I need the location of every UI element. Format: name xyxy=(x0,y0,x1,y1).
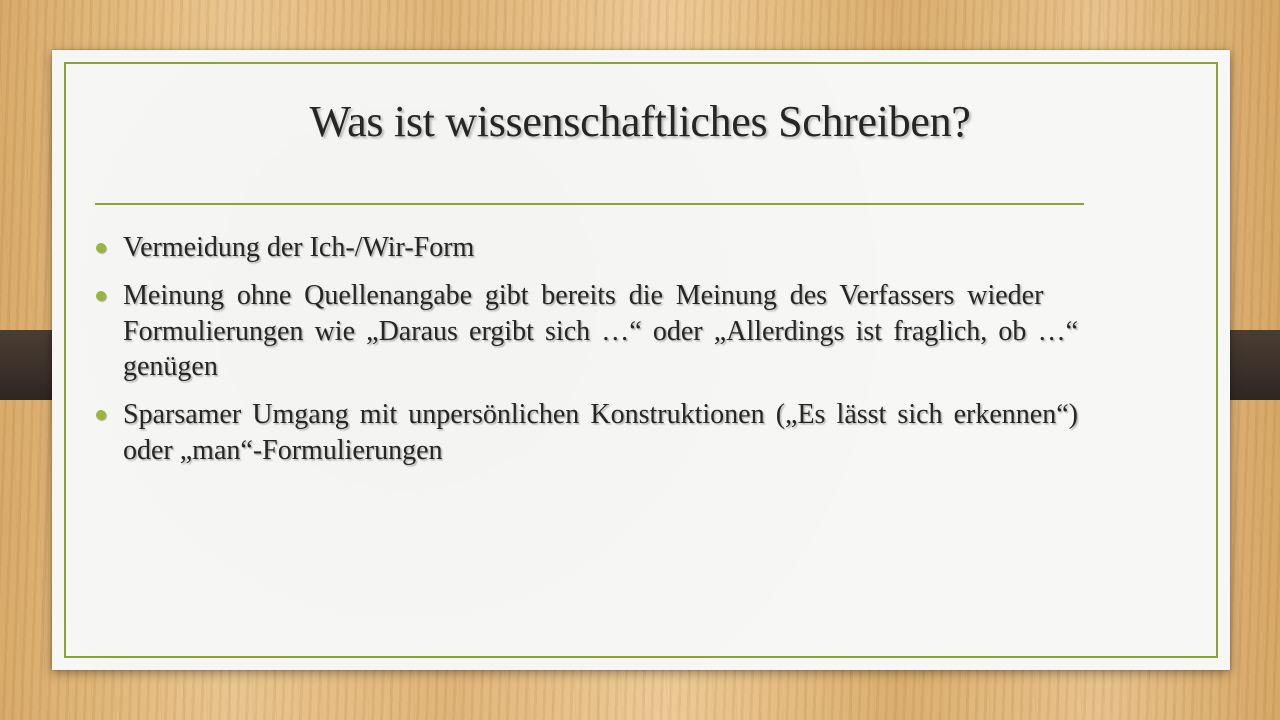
bullet-dot-icon xyxy=(96,291,106,301)
bullet-item xyxy=(123,230,1078,266)
bullet-list xyxy=(123,230,1078,481)
bullet-dot-icon xyxy=(96,243,106,253)
slide-title: Was ist wissenschaftliches Schreiben? xyxy=(309,97,971,146)
bullet-text: Vermeidung der Ich-/Wir-Form xyxy=(123,232,475,263)
bullet-text: Sparsamer Umgang mit unpersönlichen Konstruktionen („Es lässt sich erkennen“) oder „man“-Formulierungen xyxy=(123,399,1078,467)
bullet-item xyxy=(123,278,1078,385)
title-divider xyxy=(95,203,1084,205)
bullet-item xyxy=(123,397,1078,469)
bullet-text: Meinung ohne Quellenangabe gibt bereits die Meinung des Verfassers wieder Formulierungen wie „Daraus ergibt sich …“ oder „Allerdings ist fraglich, ob …“ genügen xyxy=(123,279,1078,383)
